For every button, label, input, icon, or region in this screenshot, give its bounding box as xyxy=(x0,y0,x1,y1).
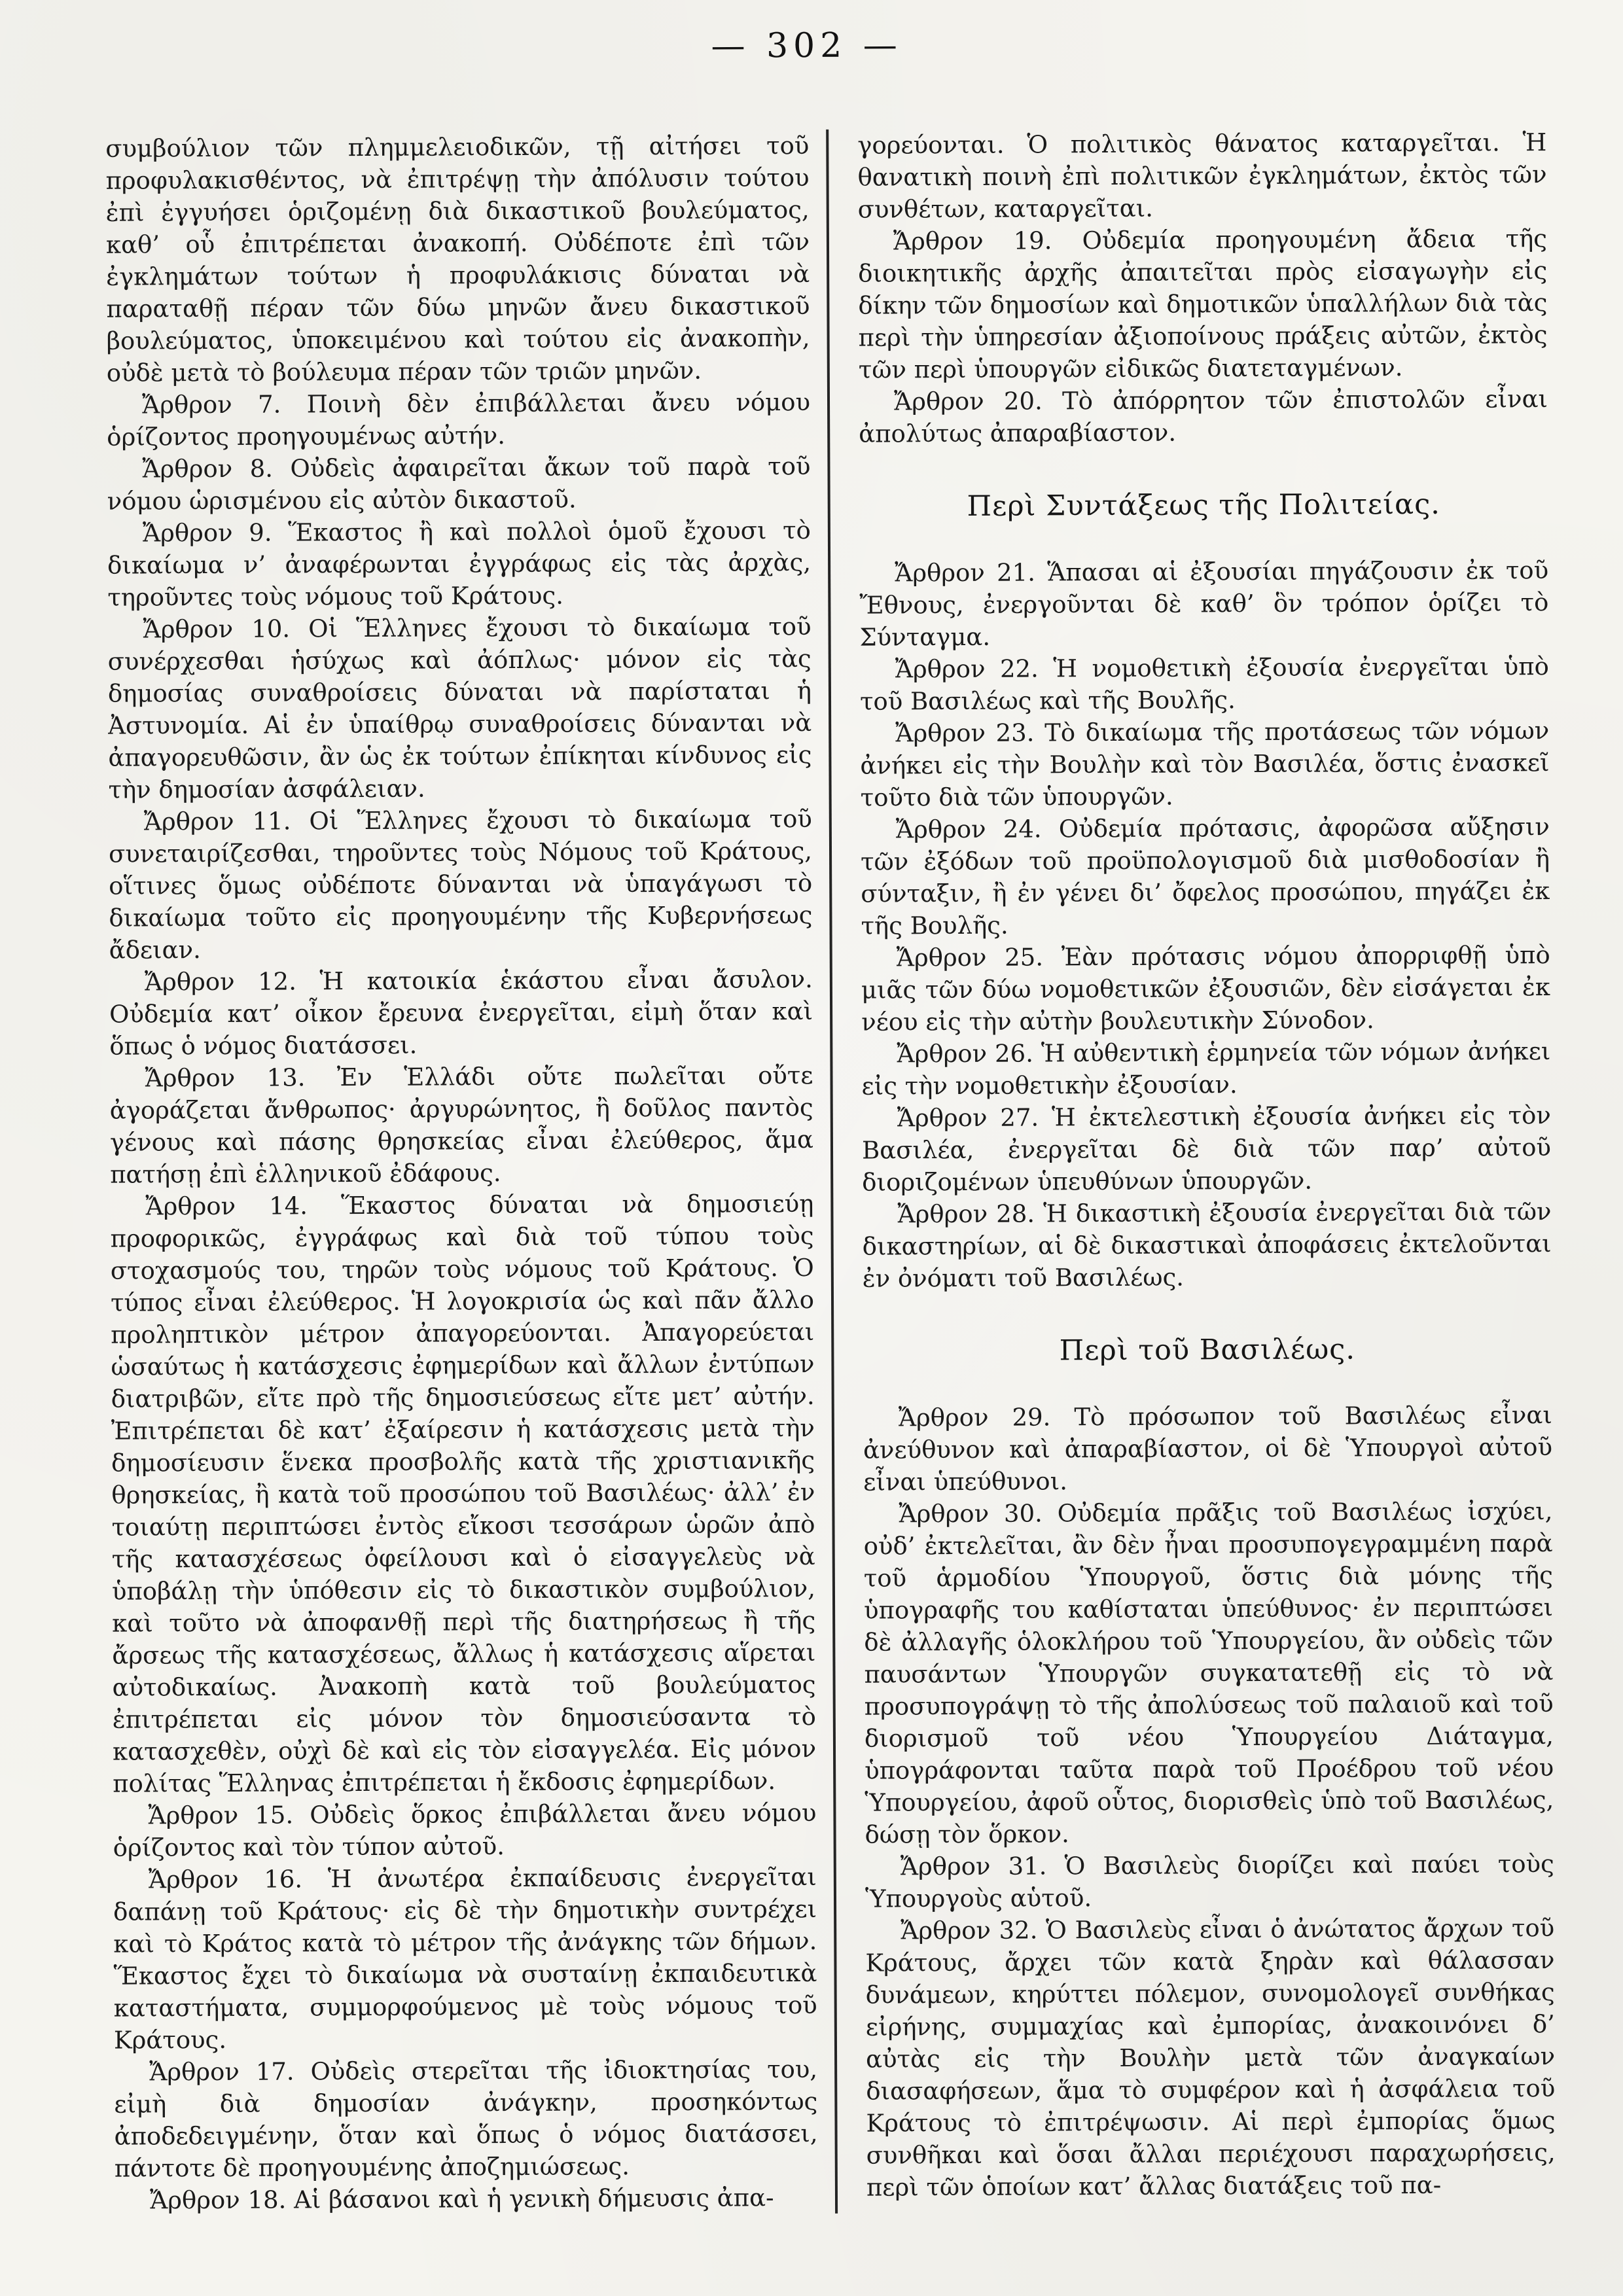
two-column-text-block xyxy=(105,126,1556,2217)
text-column-left xyxy=(105,130,835,2217)
article-paragraph-9: Ἄρθρον 9. Ἕκαστος ἢ καὶ πολλοὶ ὁμοῦ ἔχουσι τὸ δικαίωμα ν’ ἀναφέρωνται ἐγγράφως εἰς τὰς ἀρχὰς, τηροῦντες τοὺς νόμους τοῦ Κράτους. xyxy=(107,516,812,612)
article-paragraph-18: Ἄρθρον 18. Αἱ βάσανοι καὶ ἡ γενικὴ δήμευσις ἀπα- xyxy=(149,2183,774,2215)
paragraph-continuation: συμβούλιον τῶν πλημμελειοδικῶν, τῇ αἰτήσει τοῦ προφυλακισθέντος, νὰ ἐπιτρέψῃ τὴν ἀπόλυσιν τούτου ἐπὶ ἐγγυήσει ὁριζομένῃ διὰ δικαστικοῦ βουλεύματος, καθ’ οὗ ἐπιτρέπεται ἀνακοπή. Οὐδέποτε ἐπὶ τῶν ἐγκλημάτων τούτων ἡ προφυλάκισις δύναται νὰ παραταθῇ πέραν τῶν δύω μηνῶν ἄνευ δικαστικοῦ βουλεύματος, ὑποκειμένου καὶ τούτου εἰς ἀνακοπὴν, οὐδὲ μετὰ τὸ βούλευμα πέραν τῶν τριῶν μηνῶν. xyxy=(105,132,810,387)
paragraph-continuation: γορεύονται. Ὁ πολιτικὸς θάνατος καταργεῖται. Ἡ θανατικὴ ποινὴ ἐπὶ πολιτικῶν ἐγκλημάτων, ἐκτὸς τῶν συνθέτων, καταργεῖται. xyxy=(857,128,1547,224)
article-paragraph-8: Ἄρθρον 8. Οὐδεὶς ἀφαιρεῖται ἄκων τοῦ παρὰ τοῦ νόμου ὡρισμένου εἰς αὐτὸν δικαστοῦ. xyxy=(107,451,811,516)
article-paragraph-28: Ἄρθρον 28. Ἡ δικαστικὴ ἐξουσία ἐνεργεῖται διὰ τῶν δικαστηρίων, αἱ δὲ δικαστικαὶ ἀποφάσεις ἐκτελοῦνται ἐν ὀνόματι τοῦ Βασιλέως. xyxy=(862,1197,1552,1293)
article-paragraph-20: Ἄρθρον 20. Τὸ ἀπόρρητον τῶν ἐπιστολῶν εἶναι ἀπολύτως ἀπαραβίαστον. xyxy=(859,385,1548,448)
article-paragraph-27: Ἄρθρον 27. Ἡ ἐκτελεστικὴ ἐξουσία ἀνήκει εἰς τὸν Βασιλέα, ἐνεργεῖται δὲ διὰ τῶν παρ’ αὐτοῦ διοριζομένων ὑπευθύνων ὑπουργῶν. xyxy=(861,1101,1552,1197)
text-column-right xyxy=(826,126,1556,2214)
article-paragraph-24: Ἄρθρον 24. Οὐδεμία πρότασις, ἀφορῶσα αὔξησιν τῶν ἐξόδων τοῦ προϋπολογισμοῦ διὰ μισθοδοσίαν ἢ σύνταξιν, ἢ ἐν γένει δι’ ὄφελος προσώπου, πηγάζει ἐκ τῆς Βουλῆς. xyxy=(860,813,1550,940)
article-paragraph-14: Ἄρθρον 14. Ἕκαστος δύναται νὰ δημοσιεύῃ προφορικῶς, ἐγγράφως καὶ διὰ τοῦ τύπου τοὺς στοχασμούς του, τηρῶν τοὺς νόμους τοῦ Κράτους. Ὁ τύπος εἶναι ἐλεύθερος. Ἡ λογοκρισία ὡς καὶ πᾶν ἄλλο προληπτικὸν μέτρον ἀπαγορεύονται. Ἀπαγορεύεται ὡσαύτως ἡ κατάσχεσις ἐφημερίδων καὶ ἄλλων ἐντύπων διατριβῶν, εἴτε πρὸ τῆς δημοσιεύσεως εἴτε μετ’ αὐτήν. Ἐπιτρέπεται δὲ κατ’ ἐξαίρεσιν ἡ κατάσχεσις μετὰ τὴν δημοσίευσιν ἕνεκα προσβολῆς κατὰ τῆς χριστιανικῆς θρησκείας, ἢ κατὰ τοῦ προσώπου τοῦ Βασιλέως· ἀλλ’ ἐν τοιαύτῃ περιπτώσει ἐντὸς εἴκοσι τεσσάρων ὡρῶν ἀπὸ τῆς κατασχέσεως ὀφείλουσι καὶ ὁ εἰσαγγελεὺς νὰ ὑποβάλῃ τὴν ὑπόθεσιν εἰς τὸ δικαστικὸν συμβούλιον, καὶ τοῦτο νὰ ἀποφανθῇ περὶ τῆς διατηρήσεως ἢ τῆς ἄρσεως τῆς κατασχέσεως, ἄλλως ἡ κατάσχεσις αἵρεται αὐτοδικαίως. Ἀνακοπὴ κατὰ τοῦ βουλεύματος ἐπιτρέπεται εἰς μόνον τὸν δημοσιεύσαντα τὸ κατασχεθὲν, οὐχὶ δὲ καὶ εἰς τὸν εἰσαγγελέα. Εἰς μόνον πολίτας Ἕλληνας ἐπιτρέπεται ἡ ἔκδοσις ἐφημερίδων. xyxy=(110,1189,817,1798)
article-paragraph-17: Ἄρθρον 17. Οὐδεὶς στερεῖται τῆς ἰδιοκτησίας του, εἰμὴ διὰ δημοσίαν ἀνάγκην, προσηκόντως ἀποδεδειγμένην, ὅταν καὶ ὅπως ὁ νόμος διατάσσει, πάντοτε δὲ προηγουμένης ἀποζημιώσεως. xyxy=(114,2055,818,2183)
article-paragraph-7: Ἄρθρον 7. Ποινὴ δὲν ἐπιβάλλεται ἄνευ νόμου ὁρίζοντος προηγουμένως αὐτήν. xyxy=(107,387,811,451)
article-paragraph-15: Ἄρθρον 15. Οὐδεὶς ὅρκος ἐπιβάλλεται ἄνευ νόμου ὁρίζοντος καὶ τὸν τύπον αὐτοῦ. xyxy=(113,1798,817,1862)
section-heading-syntaxis-politeias: Περὶ Συντάξεως τῆς Πολιτείας. xyxy=(967,487,1441,523)
article-paragraph-11: Ἄρθρον 11. Οἱ Ἕλληνες ἔχουσι τὸ δικαίωμα τοῦ συνεταιρίζεσθαι, τηροῦντες τοὺς Νόμους τοῦ Κράτους, οἵτινες ὅμως οὐδέποτε δύνανται νὰ ὑπαγάγωσι τὸ δικαίωμα τοῦτο εἰς προηγουμένην τῆς Κυβερνήσεως ἄδειαν. xyxy=(108,804,813,964)
article-paragraph-16: Ἄρθρον 16. Ἡ ἀνωτέρα ἐκπαίδευσις ἐνεργεῖται δαπάνῃ τοῦ Κράτους· εἰς δὲ τὴν δημοτικὴν συντρέχει καὶ τὸ Κράτος κατὰ τὸ μέτρον τῆς ἀνάγκης τῶν δήμων. Ἕκαστος ἔχει τὸ δικαίωμα νὰ συσταίνῃ ἐκπαιδευτικὰ καταστήματα, συμμορφούμενος μὲ τοὺς νόμους τοῦ Κράτους. xyxy=(113,1862,817,2055)
article-paragraph-13: Ἄρθρον 13. Ἐν Ἑλλάδι οὔτε πωλεῖται οὔτε ἀγοράζεται ἄνθρωπος· ἀργυρώνητος, ἢ δοῦλος παντὸς γένους καὶ πάσης θρησκείας εἶναι ἐλεύθερος, ἅμα πατήσῃ ἐπὶ ἑλληνικοῦ ἐδάφους. xyxy=(109,1061,814,1189)
article-paragraph-12: Ἄρθρον 12. Ἡ κατοικία ἑκάστου εἶναι ἄσυλον. Οὐδεμία κατ’ οἶκον ἔρευνα ἐνεργεῖται, εἰμὴ ὅταν καὶ ὅπως ὁ νόμος διατάσσει. xyxy=(109,964,813,1061)
section-heading-peri-vasileos: Περὶ τοῦ Βασιλέως. xyxy=(1059,1333,1356,1368)
article-paragraph-23: Ἄρθρον 23. Τὸ δικαίωμα τῆς προτάσεως τῶν νόμων ἀνήκει εἰς τὴν Βουλὴν καὶ τὸν Βασιλέα, ὅστις ἐνασκεῖ τοῦτο διὰ τῶν ὑπουργῶν. xyxy=(860,716,1550,812)
article-paragraph-30: Ἄρθρον 30. Οὐδεμία πρᾶξις τοῦ Βασιλέως ἰσχύει, οὐδ’ ἐκτελεῖται, ἂν δὲν ἦναι προσυπογεγραμμένη παρὰ τοῦ ἁρμοδίου Ὑπουργοῦ, ὅστις διὰ μόνης τῆς ὑπογραφῆς του καθίσταται ὑπεύθυνος· ἐν περιπτώσει δὲ ἀλλαγῆς ὁλοκλήρου τοῦ Ὑπουργείου, ἂν οὐδεὶς τῶν παυσάντων Ὑπουργῶν συγκατατεθῇ εἰς τὸ νὰ προσυπογράψῃ τὸ τῆς ἀπολύσεως τοῦ παλαιοῦ καὶ τοῦ διορισμοῦ τοῦ νέου Ὑπουργείου Διάταγμα, ὑπογράφονται ταῦτα παρὰ τοῦ Προέδρου τοῦ νέου Ὑπουργείου, ἀφοῦ οὗτος, διορισθεὶς ὑπὸ τοῦ Βασιλέως, δώσῃ τὸν ὅρκον. xyxy=(863,1497,1554,1849)
article-paragraph-22: Ἄρθρον 22. Ἡ νομοθετικὴ ἐξουσία ἐνεργεῖται ὑπὸ τοῦ Βασιλέως καὶ τῆς Βουλῆς. xyxy=(859,652,1549,716)
article-paragraph-21: Ἄρθρον 21. Ἅπασαι αἱ ἐξουσίαι πηγάζουσιν ἐκ τοῦ Ἔθνους, ἐνεργοῦνται δὲ καθ’ ὃν τρόπον ὁρίζει τὸ Σύνταγμα. xyxy=(859,556,1549,652)
article-paragraph-10: Ἄρθρον 10. Οἱ Ἕλληνες ἔχουσι τὸ δικαίωμα τοῦ συνέρχεσθαι ἡσύχως καὶ ἀόπλως· μόνον εἰς τὰς δημοσίας συναθροίσεις δύναται νὰ παρίσταται ἡ Ἀστυνομία. Αἱ ἐν ὑπαίθρῳ συναθροίσεις δύνανται νὰ ἀπαγορευθῶσιν, ἂν ὡς ἐκ τούτων ἐπίκηται κίνδυνος εἰς τὴν δημοσίαν ἀσφάλειαν. xyxy=(107,612,812,804)
article-paragraph-32: Ἄρθρον 32. Ὁ Βασιλεὺς εἶναι ὁ ἀνώτατος ἄρχων τοῦ Κράτους, ἄρχει τῶν κατὰ ξηρὰν καὶ θάλασσαν δυνάμεων, κηρύττει πόλεμον, συνομολογεῖ συνθήκας εἰρήνης, συμμαχίας καὶ ἐμπορίας, ἀνακοινόνει δ’ αὐτὰς εἰς τὴν Βουλὴν μετὰ τῶν ἀναγκαίων διασαφήσεων, ἅμα τὸ συμφέρον καὶ ἡ ἀσφάλεια τοῦ Κράτους τὸ ἐπιτρέψωσιν. Αἱ περὶ ἐμπορίας ὅμως συνθῆκαι καὶ ὅσαι ἄλλαι περιέχουσι παραχωρήσεις, περὶ τῶν ὁποίων κατ’ ἄλλας διατάξεις τοῦ πα- xyxy=(865,1914,1556,2202)
article-paragraph-31: Ἄρθρον 31. Ὁ Βασιλεὺς διορίζει καὶ παύει τοὺς Ὑπουργοὺς αὑτοῦ. xyxy=(865,1850,1554,1913)
article-paragraph-26: Ἄρθρον 26. Ἡ αὐθεντικὴ ἑρμηνεία τῶν νόμων ἀνήκει εἰς τὴν νομοθετικὴν ἐξουσίαν. xyxy=(861,1037,1551,1101)
article-paragraph-19: Ἄρθρον 19. Οὐδεμία προηγουμένη ἄδεια τῆς διοικητικῆς ἀρχῆς ἀπαιτεῖται πρὸς εἰσαγωγὴν εἰς δίκην τῶν δημοσίων καὶ δημοτικῶν ὑπαλλήλων διὰ τὰς περὶ τὴν ὑπηρεσίαν ἀξιοποίνους πράξεις αὐτῶν, ἐκτὸς τῶν περὶ ὑπουργῶν εἰδικῶς διατεταγμένων. xyxy=(858,224,1548,384)
page-number: — 302 — xyxy=(711,26,902,66)
article-paragraph-29: Ἄρθρον 29. Τὸ πρόσωπον τοῦ Βασιλέως εἶναι ἀνεύθυνον καὶ ἀπαραβίαστον, οἱ δὲ Ὑπουργοὶ αὐτοῦ εἶναι ὑπεύθυνοι. xyxy=(863,1401,1553,1496)
article-paragraph-25: Ἄρθρον 25. Ἐὰν πρότασις νόμου ἀπορριφθῇ ὑπὸ μιᾶς τῶν δύω νομοθετικῶν ἐξουσιῶν, δὲν εἰσάγεται ἐκ νέου εἰς τὴν αὐτὴν βουλευτικὴν Σύνοδον. xyxy=(861,941,1551,1036)
